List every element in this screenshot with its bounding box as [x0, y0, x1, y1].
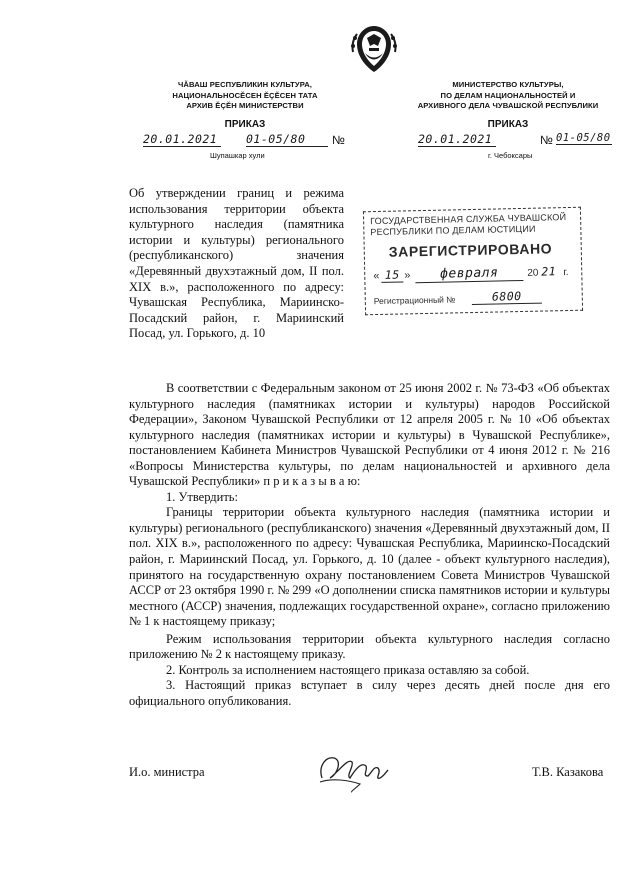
- stamp-year-end: г.: [563, 267, 569, 279]
- body-paragraph-1: В соответствии с Федеральным законом от 25 июня 2002 г. № 73-ФЗ «Об объектах культурного наследия (памятниках истории и культуры) народов Российской Федерации», Законом Чувашской Республики от 12 апреля 2005 г. № 10 «Об объектах культурного наследия (памятниках истории и культуры) в Чувашской Республике», постановлением Кабинета Министров Чувашской Республики от 4 июня 2012 г. № 216 «Вопросы Министерства культуры, по делам национальностей и архивного дела Чувашской Республики» п р и к а з ы в а ю:: [129, 381, 610, 489]
- stamp-year-suffix: 21: [541, 264, 557, 279]
- signatory-name: Т.В. Казакова: [532, 765, 604, 779]
- header-left-date-row: [143, 132, 353, 148]
- header-right: [398, 80, 618, 112]
- header-left-place: Шупашкар хули: [210, 151, 265, 160]
- signatory-position: И.о. министра: [129, 765, 205, 779]
- stamp-reg-label: Регистрационный №: [373, 294, 456, 307]
- stamp-month: февраля: [415, 265, 523, 283]
- order-body: [129, 381, 610, 709]
- header-right-place: г. Чебоксары: [488, 151, 533, 160]
- header-right-number: 01-05/80: [556, 132, 611, 144]
- stamp-year-prefix: 20: [527, 267, 539, 279]
- stamp-reg-number: 6800: [472, 289, 542, 305]
- stamp-reg-row: [374, 290, 574, 310]
- header-right-date: 20.01.2021: [418, 132, 496, 147]
- body-paragraph-3: Границы территории объекта культурного наследия (памятника истории и культуры) регионального (республиканского) значения «Деревянный двухэтажный дом, II пол. XIX в.», расположенного по адресу: Чувашская Республика, Мариинско-Посадский район, г. Мариинский Посад, ул. Горького, д. 10 (далее - объект культурного наследия), принятого на государственную охрану постановлением Совета Министров Чувашской АССР от 23 октября 1990 г. № 299 «О дополнении списка памятников истории и культуры местного (АССР) значения, подлежащих государственной охране», согласно приложению № 1 к настоящему приказу;: [129, 505, 610, 629]
- stamp-day: 15: [381, 267, 403, 282]
- header-left-date: 20.01.2021: [143, 132, 221, 147]
- body-paragraph-4: Режим использования территории объекта культурного наследия согласно приложению № 2 к настоящему приказу.: [129, 631, 610, 662]
- header-left: [150, 80, 340, 112]
- handwritten-signature: [312, 748, 392, 794]
- order-subject: Об утверждении границ и режима использования территории объекта культурного наследия (памятника истории и культуры) регионального (республиканского) значения «Деревянный двухэтажный дом, II пол. XIX в.», расположенного по адресу: Чувашская Республика, Мариинско-Посадский район, г. Мариинский Посад, ул. Горького, д. 10: [129, 186, 344, 341]
- header-right-line2: ПО ДЕЛАМ НАЦИОНАЛЬНОСТЕЙ И: [440, 90, 576, 100]
- header-left-line1: ЧĂВАШ РЕСПУБЛИКИН КУЛЬТУРА,: [177, 80, 313, 89]
- coat-of-arms-emblem: [347, 22, 401, 76]
- stamp-line2: РЕСПУБЛИКИ ПО ДЕЛАМ ЮСТИЦИИ: [370, 223, 536, 238]
- header-left-line2: НАЦИОНАЛЬНОСĔСЕН ĔÇĔСЕН ТАТА: [172, 90, 318, 100]
- body-paragraph-6: 3. Настоящий приказ вступает в силу через десять дней после дня его официального опубликования.: [129, 678, 610, 708]
- header-right-line1: МИНИСТЕРСТВО КУЛЬТУРЫ,: [452, 80, 564, 89]
- header-left-number-sign: №: [332, 133, 345, 147]
- body-paragraph-2: 1. Утвердить:: [166, 489, 238, 504]
- registration-stamp: [363, 207, 583, 316]
- stamp-line1: ГОСУДАРСТВЕННАЯ СЛУЖБА ЧУВАШСКОЙ: [370, 212, 567, 227]
- header-left-number: 01-05/80: [246, 132, 328, 147]
- header-left-line3: АРХИВ ĔÇĔН МИНИСТЕРСТВИ: [186, 101, 304, 110]
- stamp-date-row: « 15 » февраля 20 21 г.: [373, 264, 569, 283]
- header-right-date-row: [418, 132, 618, 148]
- header-right-doc-type: ПРИКАЗ: [487, 119, 529, 130]
- header-left-doc-type: ПРИКАЗ: [224, 119, 266, 130]
- stamp-status: ЗАРЕГИСТРИРОВАНО: [388, 240, 553, 260]
- header-right-line3: АРХИВНОГО ДЕЛА ЧУВАШСКОЙ РЕСПУБЛИКИ: [417, 101, 599, 110]
- header-right-number-sign: №: [540, 133, 553, 147]
- body-paragraph-5: 2. Контроль за исполнением настоящего приказа оставляю за собой.: [166, 662, 530, 677]
